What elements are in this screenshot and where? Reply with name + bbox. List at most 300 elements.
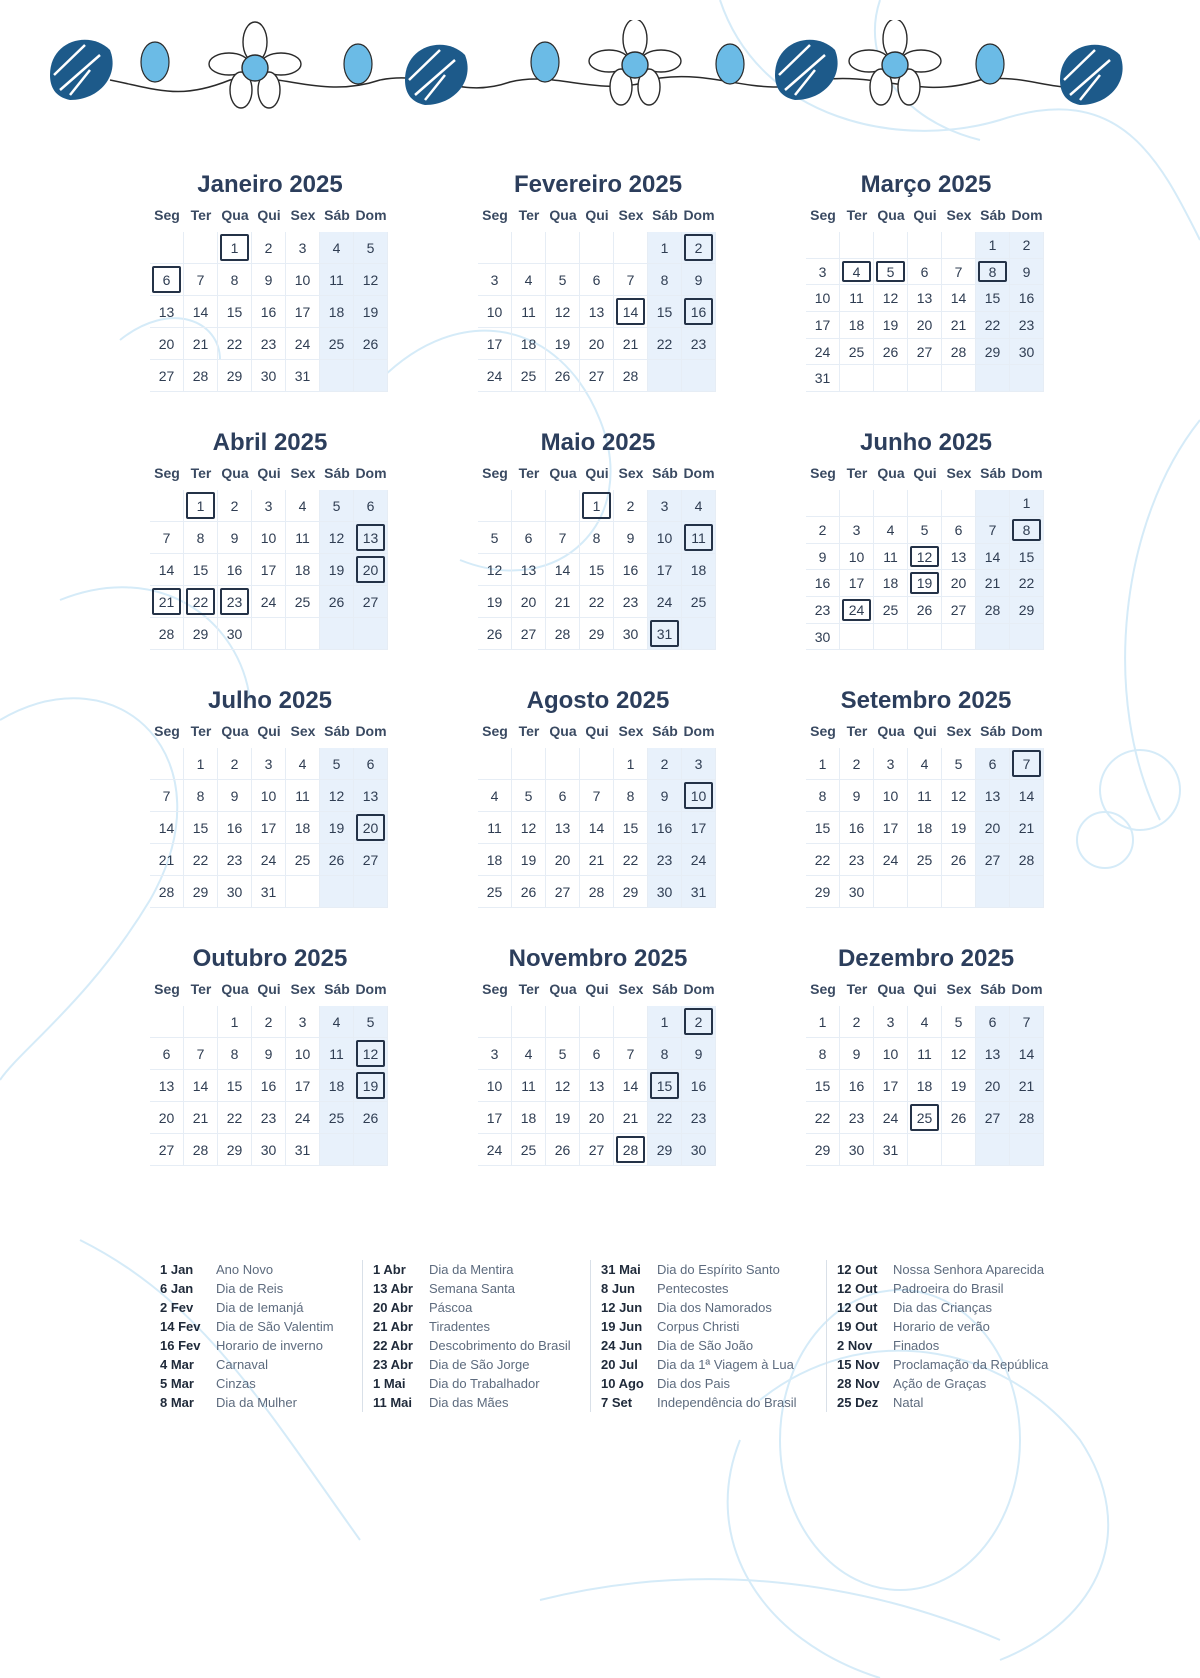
empty-day-cell [908,876,942,908]
weekday-header [806,720,1046,742]
day-cell: 9 [840,780,874,812]
day-cell: 19 [354,296,388,328]
month-title: Novembro 2025 [508,945,688,973]
day-cell: 29 [614,876,648,908]
weekday-label: Seg [482,981,508,998]
day-cell: 8 [806,1038,840,1070]
day-cell: 16 [1010,285,1044,312]
day-cell: 1 [648,1006,682,1038]
holiday-date: 21 Abr [373,1319,413,1334]
day-cell: 22 [648,328,682,360]
day-cell: 27 [150,1134,184,1166]
day-cell: 23 [1010,312,1044,339]
holiday-row [160,1260,362,1279]
day-cell: 11 [512,1070,546,1102]
day-cell: 10 [286,1038,320,1070]
holiday-name: Dia dos Pais [657,1376,730,1391]
day-cell: 6 [150,264,184,296]
holiday-row [827,1298,1056,1317]
weekday-label: Dom [683,207,715,223]
weekday-label: Qui [257,465,281,482]
day-cell: 27 [908,339,942,366]
day-cell: 5 [512,780,546,812]
day-cell: 15 [580,554,614,586]
day-cell: 28 [184,360,218,392]
empty-day-cell [874,624,908,651]
weekday-label: Qua [221,465,249,482]
weekday-label: Sáb [980,981,1006,998]
day-cell: 5 [908,517,942,544]
weekday-label: Sex [946,723,972,740]
day-cell: 22 [184,586,218,618]
day-cell: 17 [286,1070,320,1102]
day-cell: 9 [840,1038,874,1070]
day-cell: 28 [580,876,614,908]
day-cell: 24 [648,586,682,618]
weekday-label: Sex [290,981,316,998]
day-cell: 21 [150,844,184,876]
day-cell: 23 [252,1102,286,1134]
day-cell: 23 [218,586,252,618]
day-cell: 4 [874,517,908,544]
holiday-date: 7 Set [601,1395,633,1410]
holiday-column [590,1260,826,1412]
day-cell: 17 [478,328,512,360]
empty-day-cell [806,490,840,517]
weekday-label: Sáb [324,465,350,482]
month-title: Abril 2025 [212,429,328,457]
day-cell: 30 [1010,339,1044,366]
empty-day-cell [1010,1134,1044,1166]
empty-day-cell [512,748,546,780]
day-cell: 15 [184,554,218,586]
day-cell: 12 [354,264,388,296]
day-cell: 27 [512,618,546,650]
day-cell: 5 [478,522,512,554]
day-cell: 5 [874,259,908,286]
day-cell: 27 [976,844,1010,876]
day-cell: 10 [478,1070,512,1102]
day-cell: 19 [546,1102,580,1134]
holiday-name: Dia de Reis [216,1281,284,1296]
holiday-row [827,1260,1056,1279]
holiday-name: Finados [893,1338,940,1353]
day-cell: 3 [840,517,874,544]
weekday-label: Sáb [324,207,350,223]
day-cell: 13 [512,554,546,586]
bud-icon [344,44,372,84]
day-cell: 13 [354,780,388,812]
day-cell: 10 [874,780,908,812]
weekday-label: Sáb [980,207,1006,223]
day-cell: 6 [976,1006,1010,1038]
empty-day-cell [1010,624,1044,651]
day-cell: 13 [908,285,942,312]
holiday-row [160,1336,362,1355]
empty-day-cell [478,232,512,264]
day-cell: 18 [478,844,512,876]
day-cell: 29 [184,618,218,650]
day-cell: 12 [546,1070,580,1102]
holiday-name: Páscoa [429,1300,473,1315]
holiday-date: 1 Abr [373,1262,406,1277]
day-cell: 29 [580,618,614,650]
empty-day-cell [682,360,716,392]
weekday-label: Dom [355,981,387,998]
empty-day-cell [908,1134,942,1166]
holiday-name: Dia do Trabalhador [429,1376,540,1391]
holiday-date: 5 Mar [160,1376,194,1391]
day-cell: 3 [478,1038,512,1070]
day-cell: 22 [806,1102,840,1134]
day-cell: 13 [546,812,580,844]
day-cell: 20 [354,554,388,586]
day-cell: 5 [354,232,388,264]
day-cell: 30 [840,1134,874,1166]
year-calendar-grid [150,168,1060,1166]
holiday-row [591,1279,826,1298]
day-cell: 3 [682,748,716,780]
day-cell: 14 [184,296,218,328]
day-cell: 22 [218,328,252,360]
day-cell: 9 [682,264,716,296]
day-cell: 13 [976,1038,1010,1070]
day-grid [150,232,390,392]
month-calendar [478,168,718,392]
weekday-label: Qua [549,723,577,740]
day-cell: 9 [614,522,648,554]
weekday-label: Seg [810,207,836,223]
day-cell: 8 [648,1038,682,1070]
holiday-row [591,1298,826,1317]
day-cell: 1 [806,1006,840,1038]
weekday-label: Qua [877,723,905,740]
holiday-date: 19 Jun [601,1319,643,1334]
day-cell: 1 [184,748,218,780]
day-grid [806,748,1046,908]
day-cell: 6 [150,1038,184,1070]
day-cell: 28 [1010,1102,1044,1134]
holiday-date: 20 Abr [373,1300,413,1315]
day-cell: 3 [252,748,286,780]
day-cell: 28 [614,1134,648,1166]
empty-day-cell [354,360,388,392]
holiday-row [363,1336,590,1355]
day-cell: 14 [150,812,184,844]
holiday-date: 4 Mar [160,1357,194,1372]
day-cell: 4 [320,1006,354,1038]
empty-day-cell [150,490,184,522]
day-cell: 20 [976,812,1010,844]
day-cell: 3 [874,748,908,780]
empty-day-cell [976,1134,1010,1166]
empty-day-cell [614,1006,648,1038]
weekday-label: Sáb [652,981,678,998]
day-cell: 21 [184,1102,218,1134]
day-cell: 22 [580,586,614,618]
day-cell: 2 [218,490,252,522]
day-cell: 25 [908,844,942,876]
day-cell: 6 [512,522,546,554]
weekday-label: Ter [518,465,540,482]
day-cell: 16 [218,812,252,844]
day-cell: 16 [840,1070,874,1102]
weekday-label: Qua [221,207,249,223]
holiday-name: Dia dos Namorados [657,1300,772,1315]
holiday-name: Tiradentes [429,1319,490,1334]
empty-day-cell [976,490,1010,517]
holiday-row [827,1336,1056,1355]
holiday-date: 16 Fev [160,1338,201,1353]
weekday-label: Qui [913,723,937,740]
empty-day-cell [908,624,942,651]
day-cell: 30 [806,624,840,651]
empty-day-cell [614,232,648,264]
empty-day-cell [512,1006,546,1038]
day-cell: 7 [942,259,976,286]
empty-day-cell [286,876,320,908]
day-cell: 3 [648,490,682,522]
day-cell: 11 [908,780,942,812]
day-cell: 12 [320,780,354,812]
holiday-row [363,1317,590,1336]
weekday-header [806,204,1046,226]
day-cell: 8 [1010,517,1044,544]
empty-day-cell [942,624,976,651]
day-cell: 21 [150,586,184,618]
day-cell: 9 [648,780,682,812]
day-cell: 18 [286,812,320,844]
day-cell: 18 [840,312,874,339]
day-cell: 10 [286,264,320,296]
day-cell: 17 [682,812,716,844]
weekday-label: Sáb [324,981,350,998]
day-cell: 7 [184,1038,218,1070]
day-cell: 5 [546,1038,580,1070]
weekday-label: Dom [1011,723,1043,740]
weekday-label: Qui [913,465,937,482]
day-cell: 20 [942,570,976,597]
weekday-header [806,978,1046,1000]
day-cell: 7 [976,517,1010,544]
day-cell: 9 [806,544,840,571]
day-cell: 4 [840,259,874,286]
holiday-date: 12 Out [837,1262,878,1277]
weekday-label: Ter [190,981,212,998]
month-title: Dezembro 2025 [837,945,1015,973]
day-cell: 14 [614,1070,648,1102]
day-cell: 15 [218,296,252,328]
weekday-header [806,462,1046,484]
day-cell: 18 [286,554,320,586]
day-cell: 15 [648,1070,682,1102]
empty-day-cell [354,876,388,908]
holiday-name: Carnaval [216,1357,269,1372]
holiday-name: Descobrimento do Brasil [429,1338,571,1353]
holiday-date: 1 Jan [160,1262,194,1277]
day-cell: 24 [874,844,908,876]
empty-day-cell [976,624,1010,651]
day-cell: 25 [320,328,354,360]
day-cell: 14 [1010,780,1044,812]
day-cell: 15 [806,1070,840,1102]
day-cell: 9 [218,522,252,554]
day-cell: 8 [580,522,614,554]
day-cell: 1 [648,232,682,264]
day-cell: 14 [976,544,1010,571]
day-cell: 2 [840,748,874,780]
day-cell: 13 [580,296,614,328]
weekday-label: Seg [482,465,508,482]
day-cell: 20 [512,586,546,618]
day-cell: 21 [546,586,580,618]
day-cell: 28 [614,360,648,392]
day-cell: 7 [150,522,184,554]
day-cell: 21 [184,328,218,360]
holiday-date: 24 Jun [601,1338,643,1353]
day-cell: 25 [908,1102,942,1134]
day-cell: 23 [648,844,682,876]
day-grid [150,748,390,908]
day-cell: 26 [354,328,388,360]
day-cell: 13 [580,1070,614,1102]
day-cell: 10 [840,544,874,571]
day-cell: 14 [184,1070,218,1102]
day-cell: 26 [546,360,580,392]
day-cell: 19 [874,312,908,339]
day-cell: 25 [286,586,320,618]
holiday-date: 19 Out [837,1319,878,1334]
month-calendar [150,942,390,1166]
holiday-date: 1 Mai [373,1376,406,1391]
holiday-date: 12 Jun [601,1300,643,1315]
day-cell: 19 [908,570,942,597]
day-cell: 26 [942,844,976,876]
day-cell: 24 [806,339,840,366]
month-calendar [806,684,1046,908]
day-cell: 24 [286,1102,320,1134]
holiday-name: Dia das Mães [429,1395,509,1410]
empty-day-cell [150,232,184,264]
day-cell: 11 [874,544,908,571]
day-cell: 1 [184,490,218,522]
day-cell: 2 [1010,232,1044,259]
holiday-name: Proclamação da República [893,1357,1049,1372]
day-cell: 8 [184,780,218,812]
weekday-label: Dom [1011,207,1043,223]
empty-day-cell [546,748,580,780]
holiday-list [160,1260,1060,1412]
month-title: Fevereiro 2025 [513,171,683,198]
empty-day-cell [942,490,976,517]
day-cell: 7 [614,1038,648,1070]
day-cell: 15 [648,296,682,328]
day-cell: 3 [806,259,840,286]
day-grid [150,1006,390,1166]
day-cell: 10 [252,780,286,812]
day-cell: 18 [320,1070,354,1102]
holiday-row [160,1279,362,1298]
empty-day-cell [840,365,874,392]
day-cell: 12 [478,554,512,586]
weekday-label: Dom [1011,465,1043,482]
day-cell: 20 [150,1102,184,1134]
weekday-label: Seg [810,981,836,998]
weekday-label: Qui [585,723,609,740]
month-calendar [478,684,718,908]
day-cell: 23 [682,328,716,360]
weekday-label: Qui [257,723,281,740]
holiday-name: Dia de São Valentim [216,1319,334,1334]
empty-day-cell [478,1006,512,1038]
holiday-name: Dia das Crianças [893,1300,992,1315]
day-cell: 9 [252,1038,286,1070]
day-cell: 23 [218,844,252,876]
day-cell: 28 [1010,844,1044,876]
day-grid [806,490,1046,650]
holiday-name: Dia do Espírito Santo [657,1262,780,1277]
day-cell: 13 [150,296,184,328]
holiday-date: 6 Jan [160,1281,194,1296]
day-cell: 21 [614,328,648,360]
weekday-label: Sáb [980,465,1006,482]
holiday-row [160,1374,362,1393]
holiday-row [827,1393,1056,1412]
day-cell: 28 [546,618,580,650]
holiday-row [363,1393,590,1412]
empty-day-cell [874,365,908,392]
empty-day-cell [976,365,1010,392]
weekday-label: Dom [355,465,387,482]
monstera-leaf-icon [1060,45,1123,105]
day-cell: 8 [648,264,682,296]
day-cell: 16 [252,1070,286,1102]
weekday-label: Seg [154,465,180,482]
day-cell: 23 [252,328,286,360]
holiday-name: Natal [893,1395,924,1410]
day-cell: 23 [614,586,648,618]
holiday-date: 10 Ago [601,1376,644,1391]
empty-day-cell [512,232,546,264]
day-cell: 4 [512,264,546,296]
day-cell: 6 [908,259,942,286]
weekday-label: Sex [946,465,972,482]
weekday-label: Sex [290,723,316,740]
day-cell: 6 [942,517,976,544]
day-cell: 27 [976,1102,1010,1134]
day-cell: 29 [218,360,252,392]
day-grid [478,748,718,908]
day-cell: 1 [580,490,614,522]
day-grid [478,490,718,650]
weekday-label: Ter [518,981,540,998]
weekday-label: Sex [618,465,644,482]
weekday-label: Sex [618,981,644,998]
day-cell: 4 [320,232,354,264]
weekday-label: Seg [154,981,180,998]
weekday-label: Ter [846,723,868,740]
holiday-date: 14 Fev [160,1319,201,1334]
weekday-label: Ter [518,207,540,223]
holiday-column [160,1260,362,1412]
weekday-header [478,978,718,1000]
day-cell: 28 [150,618,184,650]
month-calendar [806,168,1046,392]
day-cell: 31 [252,876,286,908]
day-cell: 7 [614,264,648,296]
holiday-date: 31 Mai [601,1262,641,1277]
day-cell: 14 [580,812,614,844]
